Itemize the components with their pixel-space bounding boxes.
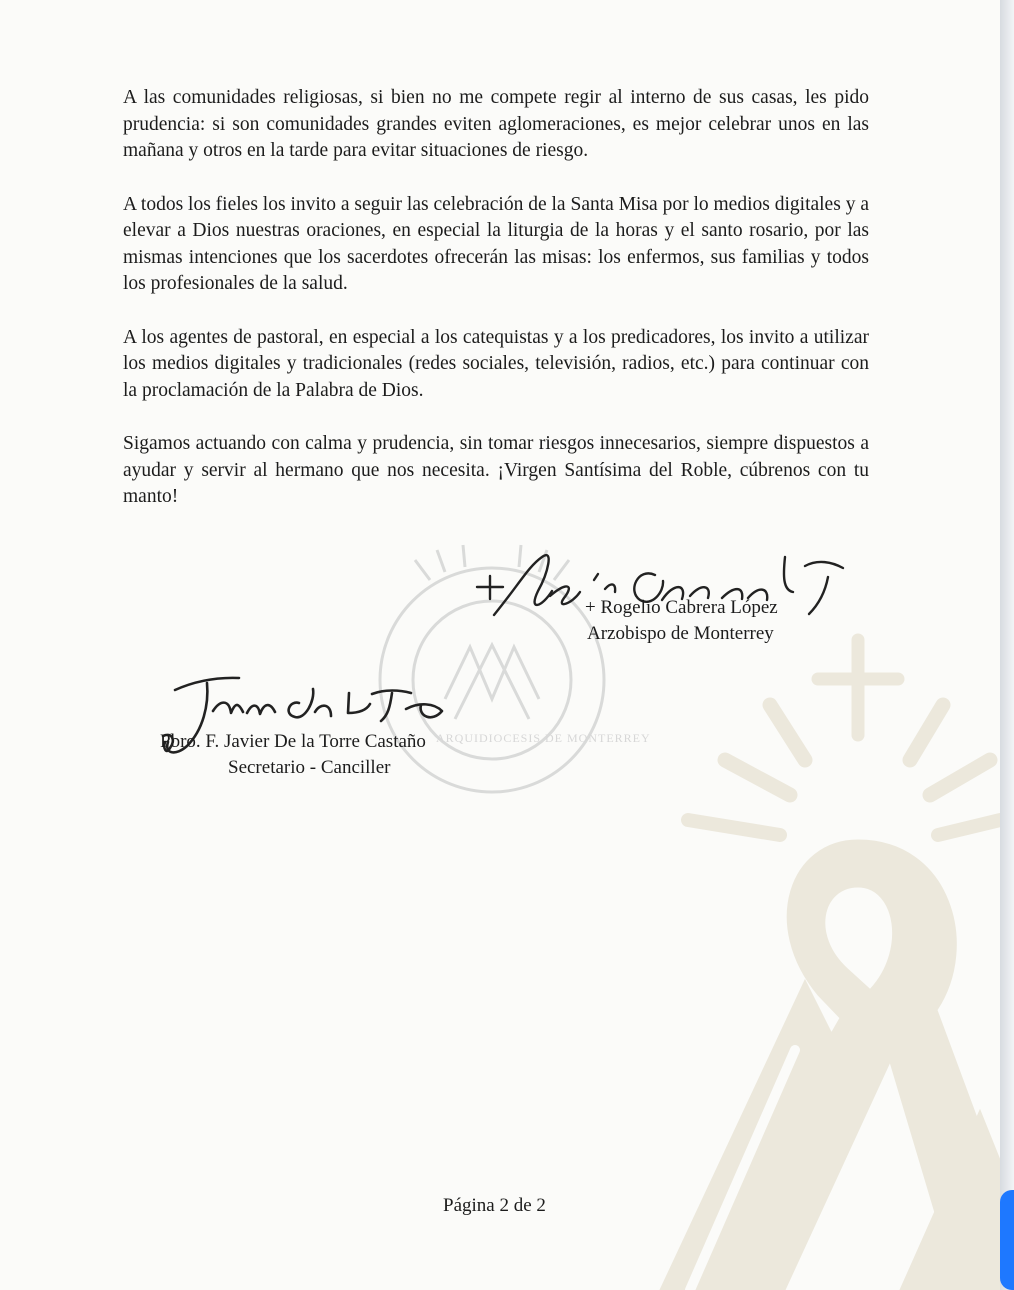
seal-text: ARQUIDIOCESIS DE MONTERREY [436, 731, 651, 745]
paragraph-pastoral-agents: A los agentes de pastoral, en especial a los catequistas y a los predicadores, los invito a utilizar los medios digitales y tradicionales (redes sociales, televisión, radios, etc.) para continuar con la proclamación de la Palabra de Dios. [123, 326, 869, 401]
paragraph-closing-exhortation: Sigamos actuando con calma y prudencia, sin tomar riesgos innecesarios, siempre dispuestos a ayudar y servir al hermano que nos necesita. ¡Virgen Santísima del Roble, cúbrenos con tu manto! [123, 433, 869, 507]
paragraph-religious-communities: A las comunidades religiosas, si bien no me compete regir al interno de sus casas, les pido prudencia: si son comunidades grandes eviten aglomeraciones, es mejor celebrar unos en las mañana y otros en la tarde para evitar situaciones de riesgo. [123, 87, 869, 161]
letter-body [123, 85, 869, 538]
page-number: Página 2 de 2 [443, 1195, 546, 1216]
viewer-edge [1000, 0, 1014, 1290]
secretary-title: Secretario - Canciller [228, 757, 391, 778]
viewer-scroll-tab[interactable] [1000, 1190, 1014, 1290]
paragraph-faithful-prayer: A todos los fieles los invito a seguir las celebración de la Santa Misa por lo medios digitales y a elevar a Dios nuestras oraciones, en especial la liturgia de la horas y el santo rosario, por las mismas intenciones que los sacerdotes ofrecerán las misas: los enfermos, sus familias y todos los profesionales de la salud. [123, 193, 869, 294]
archbishop-name: + Rogelio Cabrera López [585, 597, 778, 618]
archbishop-title: Arzobispo de Monterrey [587, 623, 774, 644]
secretary-name: Pbro. F. Javier De la Torre Castaño [160, 731, 426, 752]
